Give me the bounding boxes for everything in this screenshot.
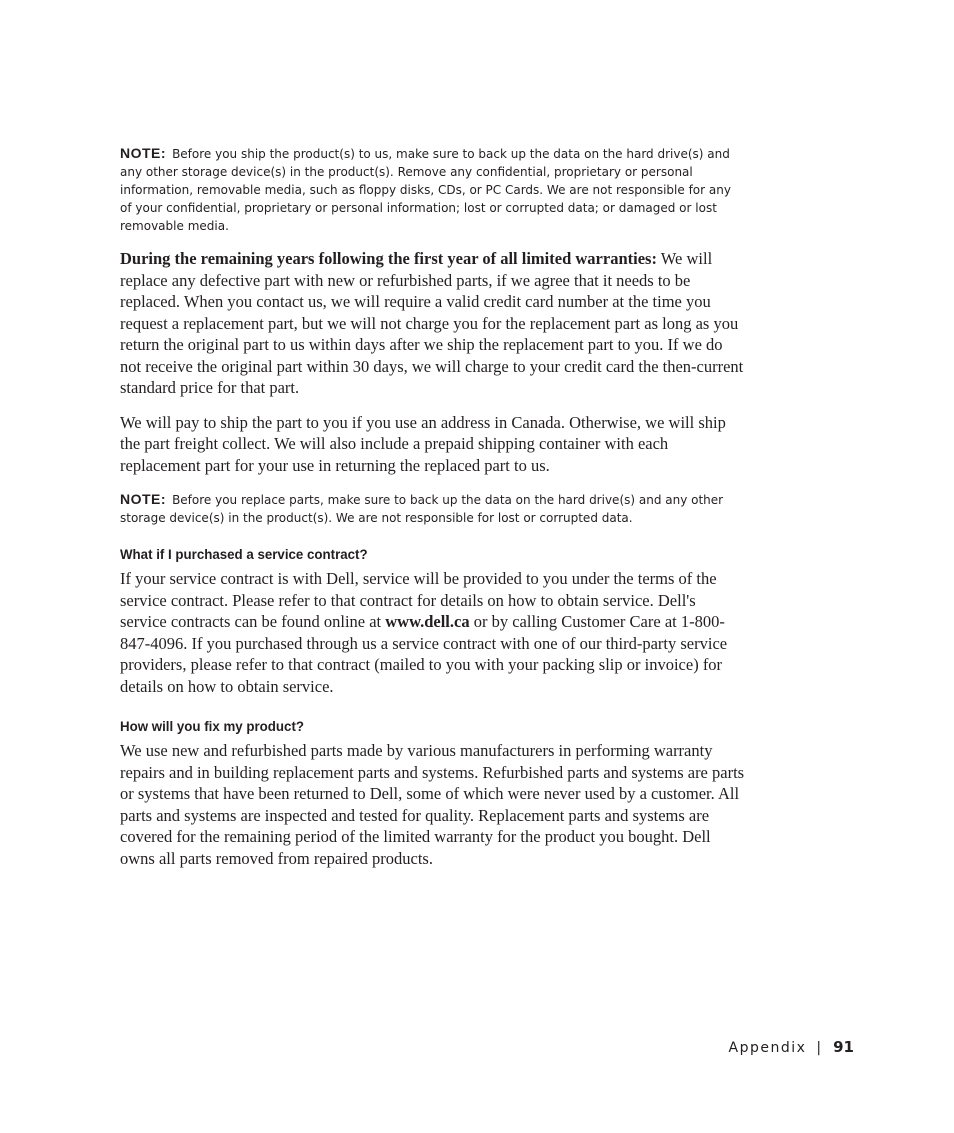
page-footer: [729, 1038, 855, 1056]
note-backup-data: [120, 144, 745, 235]
note-label: NOTE:: [120, 145, 167, 161]
footer-section-label: Appendix: [728, 1040, 807, 1056]
heading-fix-product: How will you fix my product?: [120, 718, 305, 734]
note-text: Before you ship the product(s) to us, make sure to back up the data on the hard drive(s) and any other storage device(s) in the product(s). Remove any confidential, proprietary or personal information, removable media, such as floppy disks, CDs, or PC Cards. We are not responsible for any of your confidential, proprietary or personal information; lost or corrupted data; or damaged or lost removable media.: [120, 147, 731, 233]
note-label: NOTE:: [120, 491, 167, 507]
paragraph-remaining-years: [120, 248, 745, 399]
paragraph-shipping: We will pay to ship the part to you if you use an address in Canada. Otherwise, we will ship the part freight collect. We will also include a prepaid shipping container with each replacement part for your use in returning the replaced part to us.: [120, 412, 726, 475]
note-replace-parts: [120, 490, 745, 527]
dell-website-link[interactable]: www.dell.ca: [385, 612, 470, 631]
heading-service-contract: What if I purchased a service contract?: [120, 546, 368, 562]
page-number: 91: [833, 1038, 854, 1056]
footer-separator: |: [816, 1040, 822, 1056]
paragraph-text: or by calling Customer Care at 1-800-847-4096. If you purchased through us a service contract with one of our third-party service providers, please refer to that contract (mailed to you with your packing slip or invoice) for details on how to obtain service.: [120, 612, 728, 696]
paragraph-text: If your service contract is with Dell, service will be provided to you under the terms of the service contract. Please refer to that contract for details on how to obtain service. Dell's service contracts can be found online at: [120, 569, 717, 631]
paragraph-lead: During the remaining years following the first year of all limited warranties:: [120, 249, 657, 268]
note-text: Before you replace parts, make sure to back up the data on the hard drive(s) and any other storage device(s) in the product(s). We are not responsible for lost or corrupted data.: [120, 493, 724, 525]
page-content: [120, 144, 745, 869]
paragraph-fix-product: We use new and refurbished parts made by various manufacturers in performing warranty repairs and in building replacement parts and systems. Refurbished parts and systems are parts or systems that have been returned to Dell, some of which were never used by a customer. All parts and systems are inspected and tested for quality. Replacement parts and systems are covered for the remaining period of the limited warranty for the product you bought. Dell owns all parts removed from repaired products.: [120, 741, 745, 868]
paragraph-service-contract: [120, 568, 745, 697]
paragraph-text: We will replace any defective part with new or refurbished parts, if we agree that it needs to be replaced. When you contact us, we will require a valid credit card number at the time you request a replacement part, but we will not charge you for the replacement part as long as you return the original part to us within days after we ship the replacement part to you. If we do not receive the original part within 30 days, we will charge to your credit card the then-current standard price for that part.: [120, 249, 744, 397]
